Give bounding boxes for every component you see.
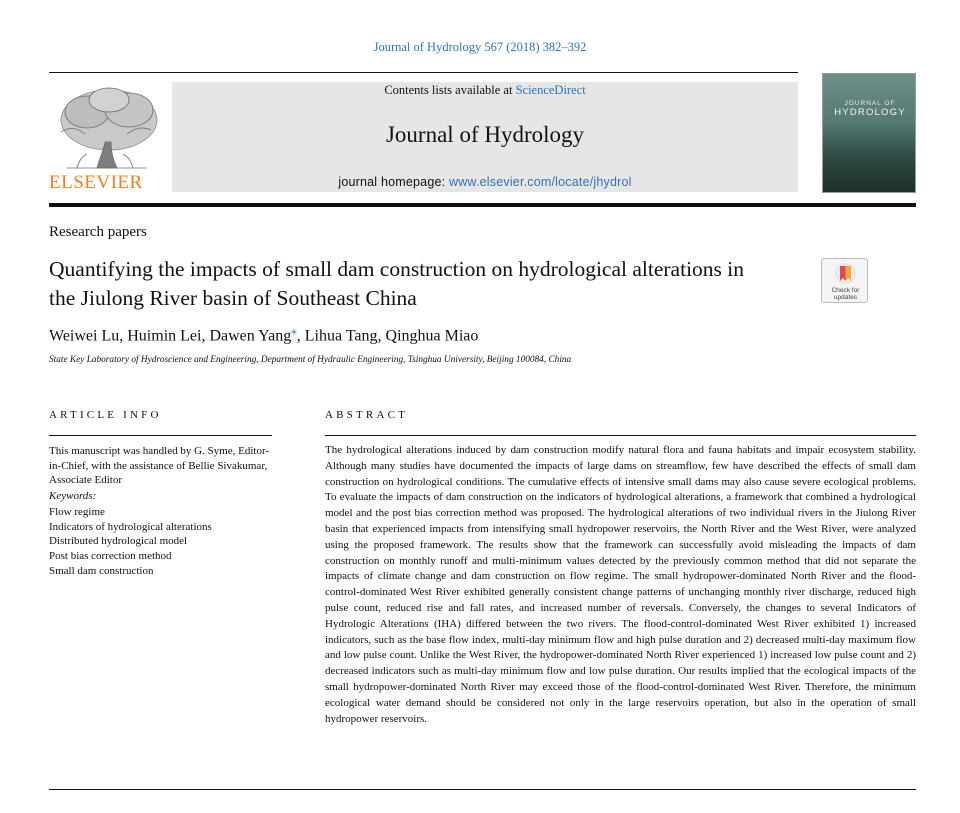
article-title: Quantifying the impacts of small dam construction on hydrological alterations in the Jiulong River basin of Southeast China (49, 257, 745, 310)
journal-title: Journal of Hydrology (385, 122, 585, 147)
cover-title-line2: HYDROLOGY (834, 107, 906, 118)
keyword-item: Small dam construction (49, 564, 154, 577)
contents-line (172, 83, 798, 98)
affiliation: State Key Laboratory of Hydroscience and Engineering, Department of Hydraulic Engineering, Tsinghua University, Beijing 100084, China (49, 355, 572, 365)
keyword-item: Post bias correction method (49, 550, 172, 563)
keyword-item: Flow regime (49, 506, 105, 518)
keywords-heading: Keywords: (49, 490, 97, 502)
article-info-rule (49, 435, 272, 436)
journal-homepage-line (172, 175, 798, 189)
cover-title-line1: JOURNAL OF (844, 100, 896, 107)
elsevier-logo[interactable]: ELSEVIER (49, 172, 143, 193)
corresponding-author-mark[interactable]: ⁎ (291, 325, 297, 337)
check-for-updates-label: Check for updates (831, 287, 860, 301)
header-rule (49, 72, 798, 73)
abstract-rule (325, 435, 916, 436)
author-list (49, 324, 478, 345)
homepage-link[interactable]: www.elsevier.com/locate/jhydrol (448, 175, 632, 189)
sciencedirect-link[interactable]: ScienceDirect (515, 83, 586, 97)
footer-rule (49, 789, 916, 790)
check-for-updates-button[interactable] (821, 258, 868, 303)
abstract-text: The hydrological alterations induced by dam construction modify natural flora and fauna habitats and impair ecosystem stability. Although many studies have documented the impacts of large dams on streamflow, few have described the effects of small dam construction on hydrological conditions. The cumulative effects of intensive small dams may also cause severe ecological problems. To evaluate the impacts of dam construction on the indicators of hydrological alterations, a framework that combined a hydrological model and the post bias correction method was proposed. The hydrological alterations of two individual rivers in the Jiulong River basin that experienced impacts from intensifying small hydropower reservoirs, the North River and the West River, were analyzed using the proposed framework. The results show that the framework can successfully avoid misleading the impacts of dam construction on monthly runoff and multi-minimum values detected by the previously common method that did not separate the impacts of climate change and dam construction on flow regime. The small hydropower-dominated North River and the flood-control-dominated West River exhibited generally consistent change patterns of unchanging monthly river discharge, reduced high pulse count, reduced rise and fall rates, and increased number of reversals. Conversely, the changes to several Indicators of Hydrologic Alterations (IHA) differed between the two rivers. The flood-control-dominated West River exhibited 1) increased indicators, such as the base flow index, multi-day minimum flow and high pulse duration and 2) decreased multi-day maximum flow and low pulse count. Unlike the West River, the hydropower-dominated North River experienced 1) increased low pulse count and 2) decreased indicators such as multi-day minimum flow and low pulse duration. Our results implied that the ecological impacts of the small hydropower-dominated North River may exceed those of the flood-control-dominated West River. Therefore, the minimum ecological water demand should be considered not only in the large reservoirs operation, but also in the operation of small hydropower reservoirs. (325, 444, 916, 725)
header-thick-rule (49, 203, 916, 207)
abstract-heading: ABSTRACT (325, 409, 409, 421)
authors-part1: Weiwei Lu, Huimin Lei, Dawen Yang (49, 327, 292, 345)
article-info-heading: ARTICLE INFO (49, 409, 162, 421)
manuscript-note: This manuscript was handled by G. Syme, Editor-in-Chief, with the assistance of Bellie Sivakumar, Associate Editor (49, 445, 270, 486)
article-section: Research papers (49, 224, 147, 240)
authors-part2: , Lihua Tang, Qinghua Miao (296, 327, 479, 345)
journal-cover-thumbnail[interactable] (822, 73, 916, 193)
bookmark-ribbon-icon (835, 263, 856, 286)
contents-prefix: Contents lists available at (384, 83, 516, 97)
keywords-list (49, 505, 212, 579)
homepage-prefix: journal homepage: (338, 175, 449, 189)
journal-citation[interactable]: Journal of Hydrology 567 (2018) 382–392 (373, 40, 587, 54)
keyword-item: Indicators of hydrological alterations (49, 520, 212, 533)
keyword-item: Distributed hydrological model (49, 535, 188, 548)
